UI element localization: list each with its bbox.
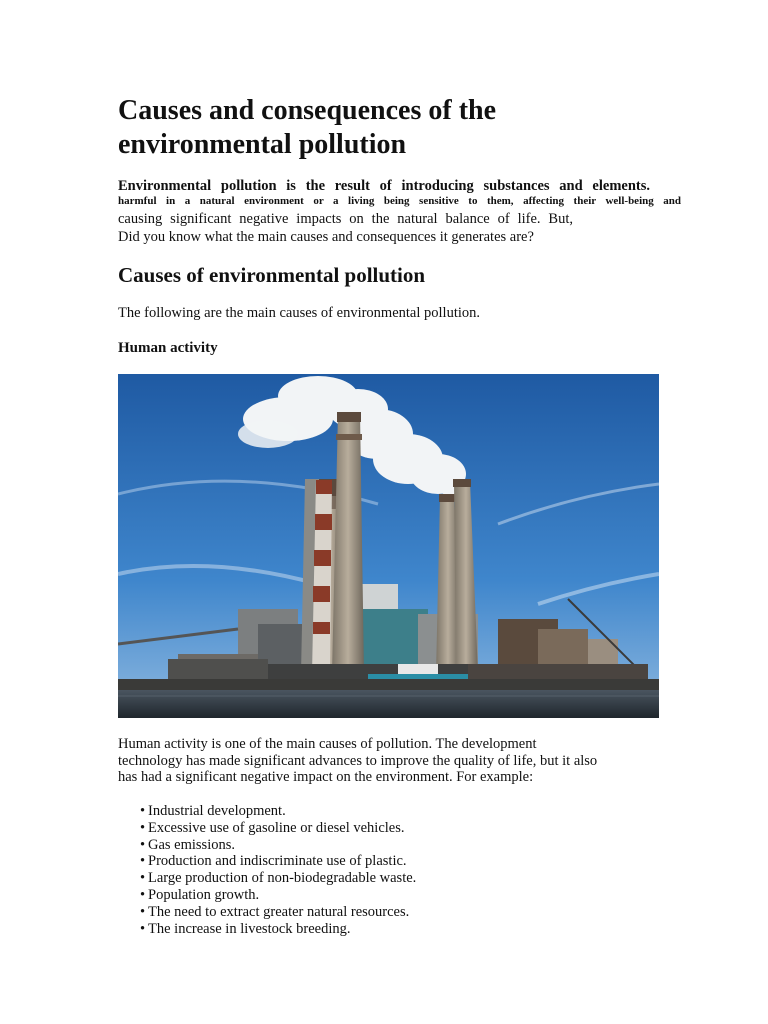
list-item-text: Excessive use of gasoline or diesel vehicles. — [148, 819, 405, 836]
intro-line-1: Environmental pollution is the result of introducing substances and elements. — [118, 178, 650, 194]
list-item — [140, 870, 620, 887]
list-item-text: The increase in livestock breeding. — [148, 920, 351, 937]
intro-line-4: Did you know what the main causes and consequences it generates are? — [118, 229, 534, 245]
list-item-text: Large production of non-biodegradable waste. — [148, 870, 417, 887]
list-item — [140, 803, 620, 820]
list-item-text: Industrial development. — [148, 803, 286, 819]
page-title — [118, 94, 678, 162]
human-activity-paragraph — [118, 736, 638, 786]
bullet-icon: • — [140, 920, 146, 937]
list-item-text: The need to extract greater natural resources. — [148, 903, 410, 920]
bullet-icon: • — [140, 836, 146, 853]
list-item-text: Gas emissions. — [148, 836, 235, 853]
title-line-2: environmental pollution — [118, 129, 407, 160]
title-line-1: Causes and consequences of the — [118, 95, 497, 126]
paragraph-line-3: has had a significant negative impact on the environment. For example: — [118, 769, 534, 785]
bullet-icon: • — [140, 803, 146, 819]
subheading-human-activity: Human activity — [118, 340, 218, 356]
bullet-icon: • — [140, 903, 146, 920]
section-heading: Causes of environmental pollution — [118, 263, 426, 287]
intro-line-2: harmful in a natural environment or a living being sensitive to them, affecting their well-being and — [118, 195, 681, 207]
section-lead: The following are the main causes of environmental pollution. — [118, 305, 480, 321]
paragraph-line-1: Human activity is one of the main causes of pollution. The development — [118, 736, 537, 752]
paragraph-line-2: technology has made significant advances to improve the quality of life, but it also — [118, 752, 598, 769]
list-item — [140, 921, 620, 938]
intro-line-3: causing significant negative impacts on the natural balance of life. But, — [118, 211, 573, 227]
list-item-text: Population growth. — [148, 886, 260, 903]
bullet-icon: • — [140, 819, 146, 836]
list-item — [140, 853, 620, 870]
list-item — [140, 904, 620, 921]
list-item — [140, 887, 620, 904]
list-item — [140, 837, 620, 854]
causes-list — [140, 803, 620, 937]
bullet-icon: • — [140, 870, 146, 887]
list-item — [140, 820, 620, 837]
bullet-icon: • — [140, 886, 146, 903]
power-plant-illustration — [118, 374, 659, 718]
list-item-text: Production and indiscriminate use of plastic. — [148, 853, 407, 870]
power-plant-photo — [118, 374, 659, 718]
bullet-icon: • — [140, 853, 146, 870]
